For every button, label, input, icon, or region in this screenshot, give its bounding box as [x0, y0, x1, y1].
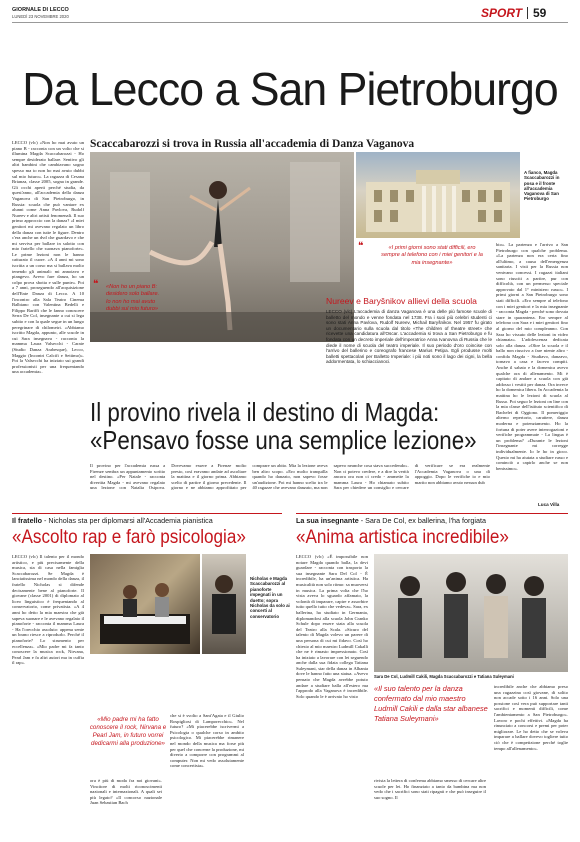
teacher-group-photo	[374, 554, 568, 672]
quote-icon-left: ❝	[93, 279, 99, 290]
issue-date: LUNEDÌ 23 NOVEMBRE 2020	[12, 14, 69, 19]
top-article-col3: bio». La partenza e l'arrivo a San Pietroburgo con qualche problema. «La partenza non era certa fino all'ultimo, a causa dell'emergenza sanitaria. I visti per la Russia non venivano concessi. I ragazzi italiani sono riusciti a partire, pur con difficoltà, con un permesso speciale approvato dal 1° ministero russo». I primi giorni a San Pietroburgo sono stati difficili. «Ero sempre al telefono con i miei genitori e la mia insegnante - racconta Magda - perché sono dovuta stare in quarantena. Ero sempre al telefono con Sara e i miei genitori fino al giorno del mio compleanno. Con Sara ho vissuto delle lezioni in video chiamata». L'adolescenza dedicata solo alla danza. «Oltre la scuola e il ballo non riuscivo a fare niente altro - confida Magda - Studiavo, danzavo, tornavo a casa e facevo compiti. Anche il sabato e la domenica avevo qualche ora di allenamento. Mi è capitato di andare a scuola con già addosso i vestiti per danza. Ora invece ho la domenica libera. In Accademia la mattina ho le lezioni di scuola al Russo. Poi seguo le lezioni on line con la mia classe dell'istituto scientifico di Bachelet di Oggiono. Il pomeriggio alterno repertorio, carattere, danza moderna e potenziamento. Ho la fortuna di poter avere interrogazioni e verifiche programmate - La lingua è un problema? «Durante le lezioni l'insegnante mi corregge individualmente. Io le ho in gioco. Questo mi ha aiutata a studiare russo e cominciò a capirlo anche se non benissimo».	[496, 242, 568, 471]
author: Luca Villa	[538, 502, 560, 507]
teacher-col1: LECCO (vlc) «È impossibile non notare Magda quando balla, la devi guardare - racconta con trasporto la sua insegnante Sara Del Col - È incredibile, ha un'anima artistica. Ha musicalità non solo ritmo: sa muoversi in musica. La prima volta che l'ho vista aveva lo sguardo affamato, la volontà di imparare, capire e assorbire tutto quello tutto che vedeva». Sara, ex ballerina, ha studiato in Germania, diplomandosi alla scuola John Cranko Schule dopo essere stata alla scuola del Teatro alla Scala. «Sicuro del talento di Magda volevo un parere di una persona di cui mi fidavo. Così ho chiesto al mio maestro Ludmill Cakalli che ne è rimasto impressionato. Così ha iniziato a lavorare con lei seguendo anche dalla sua fidata collega Tatiana Suleymani, star della danza in Albania dove le hanno fatto una statua. «Avevo pensato che Magda avrebbe potuto andare a studiare balla all'estero ma l'approdo alla Vaganova è incredibile. Solo quando le è arrivato ho visto	[296, 554, 368, 699]
tryout-article-body: Il provino per l'accademia russa a Firenze sembra un appuntamento scritto nel destino. «Per Natale - racconta divertita Magda - mi avevano regalato una lezione con Natalia Osipova. Dovevamo essere a Firenze molto presto, così eravamo andate ad ascoltare la mattina e il giorno prima. Abbiamo scelto di partire il giorno precedente. Il giorno e ne abbiamo approfittato per comprare un abito. Mia la lezione aveva ben altro scopo. «Ero molto tranquilla quando ho danzato, non sapevo fosse un'audizione. Poi mi hanno scelto tra le 40 ragazze che avevano danzato, ma non sapevo neanche cosa stava succedendo». Non ci potevo credere, e a dire la verità ancora ora non ci credo - ammette la mamma Laura - Ho chiamato subito Sara per chiedere un consiglio e cercare di verificare se era realmente l'Accademia Vaganova o una di appoggio. Dopo le verifiche io e mio marito non abbiamo avuto nessun dub	[90, 463, 490, 491]
teacher-top-rule	[296, 513, 568, 514]
top-article-col1: LECCO (vlc) «Non ho mai avuto un piano B - racconta con un volto che si illumina Magda Scaccabarozzi - Ho sempre desiderato ballare. Sentivo gli altri bambini che cambiavano sogno spesso ma io non ho mai avuto dubbi sul mio futuro». La ragazza di Cesana Brianza, classe 2005, sogna in grande. Gli occhi aperti perché studia, da quest'anno, all'accademia della danza Vaganova di San Pietroburgo, in Russia: scuola che può vantare ex alunni come Anna Pavlova, Rudolf Nureev e altri artisti fenomenali. Il suo primo approccio con la danza? «I miei genitori mi avevano regalato un libro della danza con tutte le figure. Dentro c'era anche un dvd che guardavo e che mi serviva per ballare in salotto con mio fratello che suonava pianoforte». Le prime lezioni non le hanno catturato il cuore. «A 4 anni mi sono iscritta a un corso ma si ballava molto tenendo gli animali: mi annoiavo e piangevo. Avevo fare danza, ho un colpo prova sbotta e sulle punte». Poi a 7 anni, proseguendo all'acquisizione dell'Ente Danza di Lecco. A 10 l'incontro alla Sala Teatro Cinema Balbiano con Valentina Bedelli e Filippo Bariffi che le fanno conoscere Serra De Col, insegnante a cui si lega subito e con la quale segue in un lungo peregrinare di chilometri. «Abbiamo iscritto Magda, appunto, alle scuole in cui Sara insegnava - racconta la mamma Laura Valsecchi - Carate (Studio Danza Arabesque), Lecco, Maggio (Incontri Calcifi e Settimo)». Poi la Valsecchi ha iniziato sui grandi professionisti per una frequentando una accademia».	[12, 140, 84, 375]
section-divider	[527, 7, 528, 19]
teacher-kicker	[296, 516, 576, 525]
teacher-photo-caption: Sara De Col, Ludmill Cakili, Magda Scaccabarozzi e Tatiana Suleymani	[374, 674, 514, 679]
newspaper-name: GIORNALE DI LECCO	[12, 7, 69, 13]
brother-kicker-label: Il fratello	[12, 516, 42, 525]
brother-top-rule	[12, 513, 282, 514]
teacher-kicker-label: La sua insegnante	[296, 516, 359, 525]
brother-photo-caption: Nicholas e Magda Scaccabarozzi al pianoforte impegnati in un duetto; sopra Nicholas da solo ai concerti al conservatorio	[250, 576, 290, 619]
headline-line1: Il provino rivela il destino di Magda:	[90, 397, 440, 427]
brother-kicker-text: - Nicholas sta per diplomarsi all'Accademia pianistica	[43, 516, 213, 525]
piano-duet-photo	[90, 554, 200, 654]
teacher-quote: «Il suo talento per la danza confermato dal mio maestro Ludmill Cakili e dalla star albanese Tatiana Suleymani»	[374, 684, 488, 723]
brother-col2-tail: ora è più di moda fra noi giovani». Vincitore di molti riconoscimenti nazionali e internazionali. A quali sei più legato? «Il concorso nazionale Juan Sebastian Bach	[90, 778, 162, 806]
nicholas-portrait-photo	[202, 554, 246, 654]
sub-headline: Nureev e Baryšnikov allievi della scuola	[326, 296, 477, 306]
section-label: SPORT	[481, 6, 523, 20]
brother-kicker	[12, 516, 292, 525]
teacher-kicker-text: - Sara De Col, ex ballerina, l'ha forgiata	[360, 516, 486, 525]
brother-col3: che si è svolto a Sant'Agata e il Giulio Rospigliosi di Lamporecchio». Nel futuro? «Mi piacerebbe iscrivermi a Psicologia o qualche corso in ambito psicologico. Mi piacerebbe rimanere nel mondo della musica ma forse più per quel che concerne la produzione, mi diverto a comporre con programmi al computer. Non mi vedo assolutamente come concertista».	[170, 713, 244, 769]
headline-line2: «Pensavo fosse una semplice lezione»	[90, 425, 477, 455]
brother-col1: LECCO (vlc) Il talento per il mondo artistico, e più precisamente della musica, sta di casa nella famiglia Scaccabarozzi. Se Magda è lanciatissima nel mondo della danza, il fratello Nicholas si difende decisamente bene al pianoforte. Il giovane (classe 2001) di diplomato al liceo linguistico è frequentando al conservatorio, come privatista. «A 4 anni ho detto la mia maestra che già sapeva suonare e le avevano regalato il pianoforte - racconta il mamma Laura - Ha l'orecchio assoluto: appena sente un brano riesce a riprodurlo. Perché il pianoforte? Lo strumento per eccellenza». «Mio padre mi fa tanto conoscere la musica rock, Nirvana, Pearl Jam e fa altri autori ma in cuffia il rap».	[12, 554, 84, 666]
teacher-headline: «Anima artistica incredibile»	[296, 527, 509, 548]
portrait-icon	[202, 554, 246, 654]
header-rule	[12, 22, 568, 23]
top-article-subtitle: Scaccabarozzi si trova in Russia all'accademia di Danza Vaganova	[90, 138, 415, 150]
quote-icon-right: ❝	[358, 241, 364, 252]
group-icon	[374, 554, 568, 672]
piano-icon	[90, 554, 200, 654]
quote-left: «Non ho un piano B: desidero solo ballare. Io non ho mai avuto dubbi sul mio futuro»	[106, 284, 160, 313]
photo-caption: A fianco, Magda Scaccabarozzi in posa e il fronte all'accademia Vaganova di San Pietroburgo	[524, 170, 560, 202]
academy-photo	[356, 152, 520, 238]
quote-right: «I primi giorni sono stati difficili, ero sempre al telefono con i miei genitori e la mia insegnante»	[381, 245, 483, 266]
page-number: 59	[533, 6, 547, 20]
main-title: Da Lecco a San Pietroburgo	[22, 63, 558, 115]
brother-quote: «Mio padre mi ha fatto conoscere il rock, Nirvana e Pearl Jam, in futuro vorrei dedicarmi alla produzione»	[89, 716, 167, 747]
brother-headline: «Ascolto rap e farò psicologia»	[12, 527, 246, 548]
teacher-col3: incredibile anche che abbiamo preso una ragazzina così giovane, di solito non accade sotto i 16 anni. Solo una possione così vera può supportare tanti sacrifici e momenti difficili, come l'ambientamento a San Pietroburgo». Lavoro e pochi effettivi. «Magda ha rinunciato a concorsi e premi per poter migliorare. Le ho detto che se voleva imparare a ballare dovevo togliere tutto ciò che è competizione perché toglie tempo all'allenamento».	[494, 684, 568, 751]
teacher-col2-tail: rivista la lettera di conferma abbiamo smesso di cercare altre scuole per lei. Ho finanziato a tanto da bambina ma non vedo che i sacrifici sono stati ripagati e che può inseguire il suo sogno. Il	[374, 778, 486, 800]
building-icon	[356, 152, 520, 238]
academy-box-text: LECCO (vlc) L'accademia di danza Vaganova è una delle più famose scuole di balletto del mondo e venne fondata nel 1738. Fra i suoi più celebri studenti ci sono stati Anna Pavlova, Rudolf Nureev, Michail Baryšnikov. Nel 1957 fu girato un documentario sulla scuola dal titolo «The children of theatre street» che ricevette una candidatura all'Oscar. L'accademia si trova a San Pietroburgo e fu fondata con un decreto imperiale dell'imperatrice Anna Ivanovna di Russia che le diede il nome di scuola del teatro imperiale. Il suo periodo d'oro coincise con l'arrivo del ballerino e coreografo francese Marius Petipa. Egli produsse molti balletti spettacolari per Balletto Imperiale: i più noti sono il lago dei cigni, la bella addormentata, lo schiaccianoci.	[326, 309, 492, 365]
